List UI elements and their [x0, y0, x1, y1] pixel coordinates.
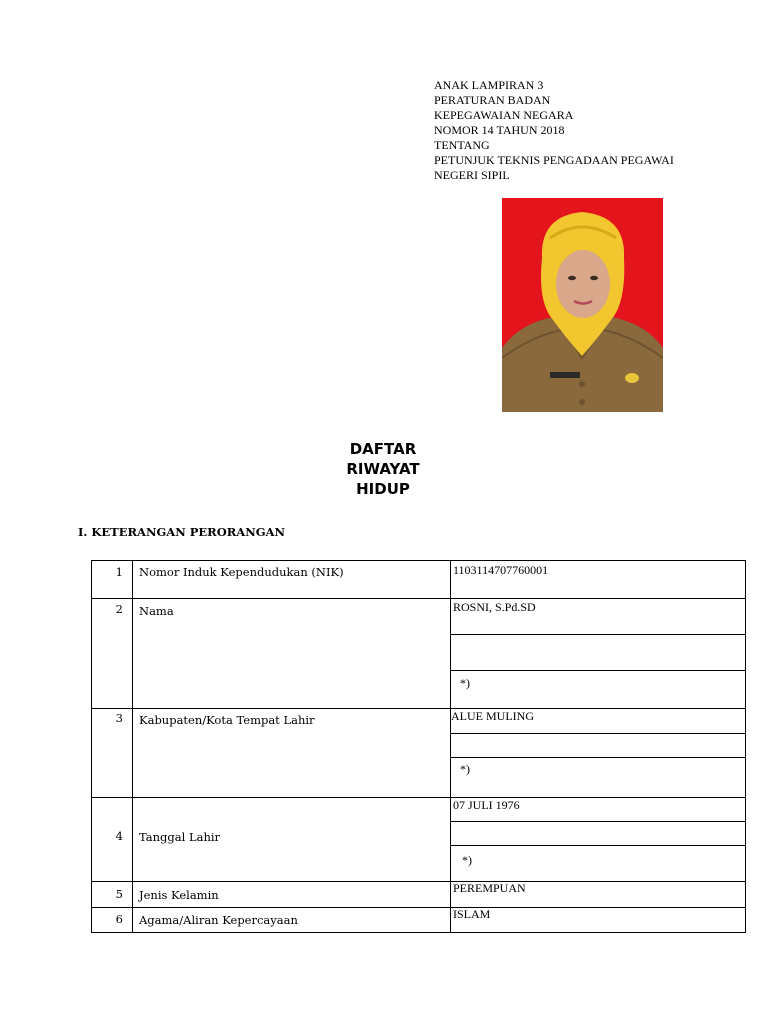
row-value-cell — [451, 708, 745, 797]
table-row — [92, 561, 745, 599]
field-note: *) — [462, 853, 472, 867]
value-field-note — [451, 758, 745, 797]
header-line: KEPEGAWAIAN NEGARA — [434, 108, 574, 122]
header-line: PERATURAN BADAN — [434, 93, 551, 107]
section-heading: I. KETERANGAN PERORANGAN — [78, 525, 285, 539]
value-field-secondary — [451, 822, 745, 846]
row-number-cell — [92, 881, 133, 907]
value-field — [451, 797, 745, 822]
field-value: PEREMPUAN — [453, 881, 526, 895]
row-label: Nama — [139, 604, 174, 618]
value-field — [451, 907, 745, 932]
field-value: ROSNI, S.Pd.SD — [453, 600, 536, 614]
header-line: ANAK LAMPIRAN 3 — [434, 78, 544, 92]
row-number-cell — [92, 907, 133, 932]
header-reference — [434, 78, 674, 183]
row-label: Tanggal Lahir — [139, 830, 221, 844]
row-label-cell — [133, 561, 451, 598]
row-label-cell — [133, 881, 451, 907]
header-line: TENTANG — [434, 138, 490, 152]
table-row — [92, 881, 745, 908]
value-field-secondary — [451, 734, 745, 758]
row-number: 1 — [115, 565, 123, 579]
personal-info-table — [91, 560, 746, 933]
table-row — [92, 797, 745, 882]
row-number: 5 — [115, 887, 123, 901]
row-label: Nomor Induk Kependudukan (NIK) — [139, 565, 344, 579]
field-note: *) — [460, 762, 470, 776]
value-field-secondary — [451, 635, 745, 671]
row-number: 2 — [115, 602, 123, 616]
passport-photo — [502, 198, 663, 412]
portrait-illustration — [502, 198, 663, 412]
field-value: 1103114707760001 — [453, 563, 549, 577]
table-row — [92, 907, 745, 932]
row-label: Agama/Aliran Kepercayaan — [139, 913, 298, 927]
header-line: NEGERI SIPIL — [434, 168, 510, 182]
field-note: *) — [460, 676, 470, 690]
row-number-cell — [92, 708, 133, 797]
row-label-cell — [133, 708, 451, 797]
field-value: ALUE MULING — [451, 709, 534, 723]
row-label-cell — [133, 907, 451, 932]
row-label-cell — [133, 598, 451, 708]
row-number-cell — [92, 561, 133, 598]
row-label: Kabupaten/Kota Tempat Lahir — [139, 713, 315, 727]
title-line: DAFTAR — [349, 440, 417, 458]
field-value: 07 JULI 1976 — [453, 798, 520, 812]
row-number: 3 — [115, 711, 123, 725]
row-value-cell — [451, 561, 745, 598]
field-value: ISLAM — [453, 907, 491, 921]
value-field — [451, 708, 745, 734]
value-field-note — [451, 846, 745, 881]
document-title — [283, 439, 483, 499]
title-line: HIDUP — [356, 480, 410, 498]
value-field-note — [451, 671, 745, 708]
row-number-cell — [92, 598, 133, 708]
value-field — [451, 598, 745, 635]
header-line: NOMOR 14 TAHUN 2018 — [434, 123, 565, 137]
row-label-cell — [133, 797, 451, 881]
row-number: 4 — [115, 829, 123, 843]
value-field — [451, 881, 745, 907]
table-row — [92, 708, 745, 798]
row-value-cell — [451, 907, 745, 932]
row-number: 6 — [115, 912, 123, 926]
title-line: RIWAYAT — [346, 460, 420, 478]
row-value-cell — [451, 797, 745, 881]
row-label: Jenis Kelamin — [139, 888, 219, 902]
table-row — [92, 598, 745, 709]
row-value-cell — [451, 598, 745, 708]
row-number-cell — [92, 797, 133, 881]
row-value-cell — [451, 881, 745, 907]
value-field — [451, 561, 745, 598]
header-line: PETUNJUK TEKNIS PENGADAAN PEGAWAI — [434, 153, 674, 167]
